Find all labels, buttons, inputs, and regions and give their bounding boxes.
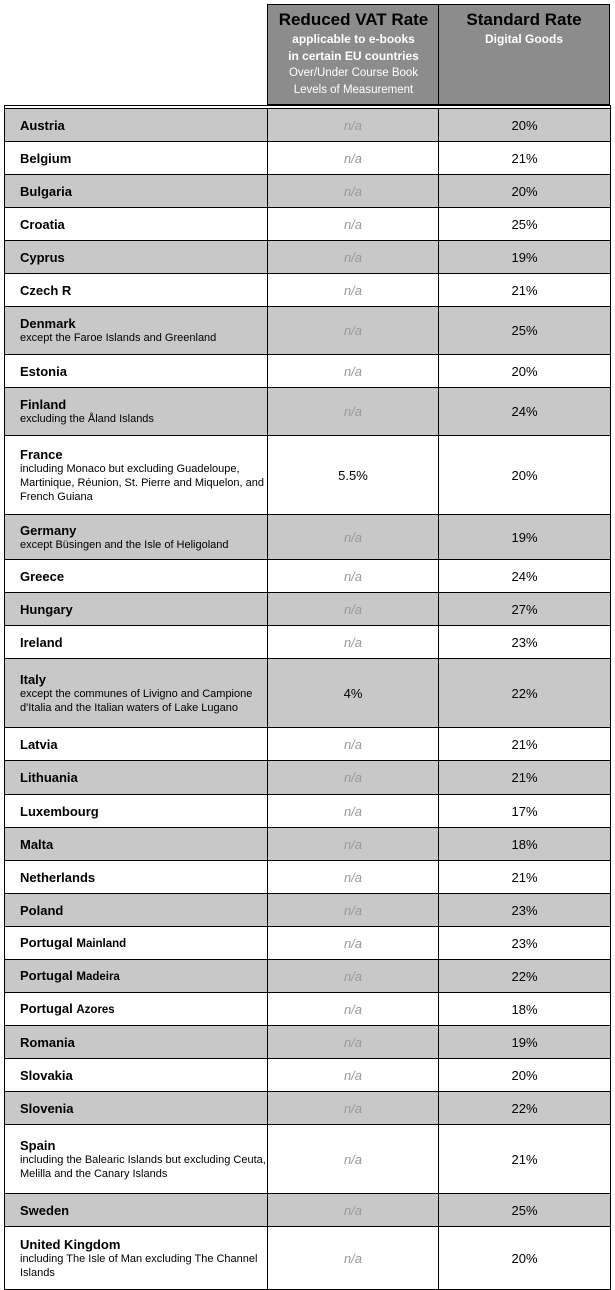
table-row (5, 993, 611, 1026)
country-name-text: Portugal (20, 967, 73, 983)
standard-rate-cell: 19% (439, 1026, 611, 1059)
table-row (5, 109, 611, 142)
country-cell (5, 659, 268, 728)
country-name (20, 602, 267, 617)
table-row (5, 894, 611, 927)
table-row (5, 626, 611, 659)
country-name-text: Belgium (20, 150, 72, 166)
reduced-rate-cell: n/a (268, 593, 439, 626)
reduced-rate-cell: n/a (268, 175, 439, 208)
country-name-text: Italy (20, 671, 47, 687)
table-row (5, 828, 611, 861)
reduced-rate-cell: n/a (268, 861, 439, 894)
reduced-rate-cell: n/a (268, 1227, 439, 1290)
country-region: Mainland (76, 937, 127, 950)
standard-rate-cell: 23% (439, 927, 611, 960)
table-row (5, 927, 611, 960)
table-row (5, 593, 611, 626)
country-cell (5, 142, 268, 175)
standard-rate-cell: 20% (439, 1227, 611, 1290)
reduced-rate-cell: n/a (268, 828, 439, 861)
table-row (5, 761, 611, 795)
reduced-rate-cell: n/a (268, 307, 439, 355)
country-name-text: Austria (20, 117, 65, 133)
country-name-text: Portugal (20, 934, 73, 950)
reduced-rate-cell: 5.5% (268, 436, 439, 515)
standard-rate-cell: 21% (439, 728, 611, 761)
country-name (20, 118, 267, 133)
reduced-rate-cell: n/a (268, 560, 439, 593)
standard-rate-cell: 24% (439, 560, 611, 593)
country-cell (5, 728, 268, 761)
table-row (5, 1092, 611, 1125)
table-row (5, 1194, 611, 1227)
vat-rates-table (4, 105, 611, 1290)
country-cell (5, 274, 268, 307)
reduced-rate-cell: n/a (268, 1026, 439, 1059)
standard-rate-cell: 22% (439, 960, 611, 993)
table-row (5, 142, 611, 175)
table-row (5, 355, 611, 388)
country-name (20, 770, 267, 785)
standard-rate-cell: 19% (439, 241, 611, 274)
table-row (5, 795, 611, 828)
standard-rate-cell: 23% (439, 626, 611, 659)
reduced-rate-sub-3: Over/Under Course Book (288, 67, 419, 79)
table-row (5, 1227, 611, 1290)
reduced-rate-cell: n/a (268, 241, 439, 274)
country-name-text: Czech R (20, 282, 72, 298)
standard-rate-cell: 21% (439, 1125, 611, 1194)
country-name (20, 1101, 267, 1116)
reduced-rate-cell: n/a (268, 761, 439, 795)
country-note: including the Balearic Islands but excluding Ceuta, Melilla and the Canary Islands (20, 1153, 266, 1180)
reduced-rate-cell: n/a (268, 1125, 439, 1194)
table-row (5, 560, 611, 593)
country-cell (5, 436, 268, 515)
standard-rate-cell: 20% (439, 436, 611, 515)
reduced-rate-cell: n/a (268, 927, 439, 960)
table-row (5, 659, 611, 728)
reduced-rate-cell: n/a (268, 795, 439, 828)
country-name (20, 635, 267, 650)
country-note: except the Faroe Islands and Greenland (20, 332, 217, 344)
table-row (5, 515, 611, 560)
country-name (20, 737, 267, 752)
country-name (20, 935, 267, 952)
country-cell (5, 927, 268, 960)
table-row (5, 307, 611, 355)
country-cell (5, 960, 268, 993)
reduced-rate-cell: n/a (268, 355, 439, 388)
standard-rate-cell: 27% (439, 593, 611, 626)
country-name-text: Netherlands (20, 869, 96, 885)
country-name (20, 283, 267, 298)
reduced-rate-cell: n/a (268, 1059, 439, 1092)
standard-rate-header (438, 4, 610, 105)
standard-rate-cell: 20% (439, 109, 611, 142)
country-cell (5, 593, 268, 626)
country-cell (5, 515, 268, 560)
country-name (20, 804, 267, 819)
table-row (5, 274, 611, 307)
reduced-rate-title: Reduced VAT Rate (278, 10, 429, 29)
country-cell (5, 175, 268, 208)
reduced-rate-cell: n/a (268, 515, 439, 560)
table-row (5, 728, 611, 761)
reduced-rate-cell: n/a (268, 728, 439, 761)
country-name (20, 569, 267, 584)
country-name-text: Finland (20, 397, 67, 412)
vat-rates-body (5, 106, 611, 1290)
reduced-rate-cell: n/a (268, 388, 439, 436)
standard-rate-cell: 25% (439, 1194, 611, 1227)
reduced-rate-cell: n/a (268, 1092, 439, 1125)
standard-rate-cell: 25% (439, 307, 611, 355)
country-note: including Monaco but excluding Guadeloupe, Martinique, Réunion, St. Pierre and Miquelon, and French Guiana (20, 462, 264, 503)
standard-rate-cell: 23% (439, 894, 611, 927)
country-region: Madeira (76, 970, 120, 983)
reduced-rate-sub-1: applicable to e-books (292, 32, 415, 46)
country-cell (5, 1125, 268, 1194)
country-name-text: Latvia (20, 736, 58, 752)
country-name-text: France (20, 446, 63, 462)
reduced-rate-cell: n/a (268, 142, 439, 175)
table-row (5, 175, 611, 208)
standard-rate-cell: 21% (439, 761, 611, 795)
country-name (20, 837, 267, 852)
country-name (20, 903, 267, 918)
country-name-text: Sweden (20, 1202, 70, 1218)
country-note: including The Isle of Man excluding The Channel Islands (20, 1252, 258, 1279)
country-name (20, 217, 267, 232)
country-name-text: Bulgaria (20, 183, 73, 199)
standard-rate-cell: 21% (439, 274, 611, 307)
country-name (20, 1237, 267, 1252)
reduced-rate-cell: n/a (268, 109, 439, 142)
country-name (20, 523, 267, 538)
table-row (5, 1125, 611, 1194)
country-cell (5, 109, 268, 142)
country-cell (5, 388, 268, 436)
country-name (20, 316, 267, 331)
standard-rate-cell: 21% (439, 861, 611, 894)
standard-rate-sub: Digital Goods (485, 32, 563, 46)
country-cell (5, 861, 268, 894)
country-name (20, 1001, 267, 1018)
country-name-text: Germany (20, 522, 77, 538)
country-note: excluding the Åland Islands (20, 413, 154, 425)
country-name-text: Poland (20, 902, 64, 918)
country-name-text: Slovakia (20, 1067, 73, 1083)
standard-rate-cell: 20% (439, 1059, 611, 1092)
country-name (20, 1138, 267, 1153)
country-name (20, 672, 267, 687)
country-cell (5, 1227, 268, 1290)
country-cell (5, 828, 268, 861)
country-cell (5, 795, 268, 828)
country-name (20, 151, 267, 166)
country-cell (5, 208, 268, 241)
reduced-rate-cell: n/a (268, 626, 439, 659)
standard-rate-cell: 18% (439, 993, 611, 1026)
standard-rate-cell: 20% (439, 175, 611, 208)
table-row (5, 241, 611, 274)
country-name-text: Greece (20, 568, 65, 584)
country-region: Azores (76, 1003, 115, 1016)
country-name (20, 968, 267, 985)
reduced-rate-cell: n/a (268, 894, 439, 927)
table-row (5, 960, 611, 993)
country-name (20, 1035, 267, 1050)
country-cell (5, 1026, 268, 1059)
country-cell (5, 626, 268, 659)
country-name-text: Ireland (20, 634, 63, 650)
standard-rate-cell: 22% (439, 1092, 611, 1125)
country-cell (5, 241, 268, 274)
country-name (20, 1068, 267, 1083)
standard-rate-cell: 20% (439, 355, 611, 388)
reduced-rate-sub-2: in certain EU countries (288, 49, 419, 63)
country-name-text: Hungary (20, 601, 73, 617)
table-row (5, 388, 611, 436)
reduced-rate-cell: n/a (268, 208, 439, 241)
reduced-rate-cell: n/a (268, 274, 439, 307)
standard-rate-cell: 18% (439, 828, 611, 861)
country-name (20, 447, 267, 462)
country-name-text: Estonia (20, 363, 67, 379)
country-name (20, 870, 267, 885)
standard-rate-cell: 22% (439, 659, 611, 728)
standard-rate-cell: 24% (439, 388, 611, 436)
standard-rate-cell: 21% (439, 142, 611, 175)
country-cell (5, 1194, 268, 1227)
country-cell (5, 1059, 268, 1092)
reduced-rate-sub-4: Levels of Measurement (293, 84, 414, 96)
country-name (20, 364, 267, 379)
reduced-rate-cell: n/a (268, 993, 439, 1026)
reduced-rate-cell: n/a (268, 960, 439, 993)
country-name (20, 250, 267, 265)
country-cell (5, 993, 268, 1026)
country-name (20, 397, 267, 412)
country-name-text: Cyprus (20, 249, 65, 265)
table-row (5, 436, 611, 515)
country-cell (5, 761, 268, 795)
country-name-text: Lithuania (20, 770, 78, 785)
country-cell (5, 894, 268, 927)
country-name-text: Luxembourg (20, 803, 99, 819)
country-name-text: United Kingdom (20, 1236, 121, 1252)
table-row (5, 208, 611, 241)
country-name-text: Croatia (20, 216, 65, 232)
standard-rate-cell: 25% (439, 208, 611, 241)
country-cell (5, 355, 268, 388)
country-name (20, 1203, 267, 1218)
country-cell (5, 307, 268, 355)
country-cell (5, 560, 268, 593)
reduced-rate-cell: n/a (268, 1194, 439, 1227)
standard-rate-cell: 19% (439, 515, 611, 560)
country-name-text: Portugal (20, 1000, 73, 1016)
country-name-text: Denmark (20, 316, 76, 331)
standard-rate-cell: 17% (439, 795, 611, 828)
country-note: except Büsingen and the Isle of Heligoland (20, 538, 229, 551)
country-name (20, 184, 267, 199)
table-row (5, 861, 611, 894)
reduced-rate-header (267, 4, 439, 105)
country-note: except the communes of Livigno and Campione d'Italia and the Italian waters of Lake Lugano (20, 687, 253, 714)
country-name-text: Romania (20, 1034, 75, 1050)
reduced-rate-cell: 4% (268, 659, 439, 728)
table-row (5, 1026, 611, 1059)
country-name-text: Malta (20, 836, 54, 852)
country-name-text: Slovenia (20, 1100, 74, 1116)
country-name-text: Spain (20, 1137, 56, 1153)
standard-rate-title: Standard Rate (466, 10, 582, 29)
table-row (5, 1059, 611, 1092)
country-cell (5, 1092, 268, 1125)
